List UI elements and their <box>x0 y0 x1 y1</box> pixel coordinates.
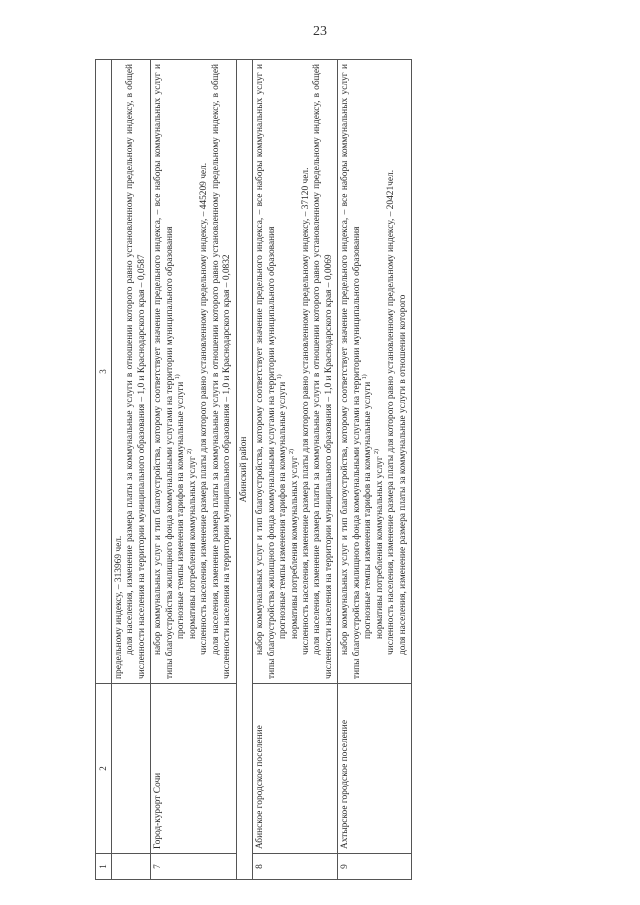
rotated-table-frame <box>95 60 595 880</box>
row-number: 7 <box>151 854 236 880</box>
table-row-continuation <box>111 60 150 880</box>
continuation-text-2: доля населения, изменение размера платы за коммунальные услуги в отношении которого равно установленному предельному индексу, в общей численности населения на территории муниципального образования – 1,0 и Краснодарского края – 0,0587 <box>125 64 147 679</box>
table-row <box>338 60 412 880</box>
table-header-row <box>96 60 112 880</box>
row-number: 8 <box>253 854 338 880</box>
region-name: Абинский район <box>236 60 252 880</box>
municipality-name: Город-курорт Сочи <box>151 684 236 854</box>
row-number: 9 <box>338 854 412 880</box>
row-description: набор коммунальных услуг и тип благоустройства, которому соответствует значение предельного индекса, – все наборы коммунальных услуг и типы благоустройства жилищного фонда коммунальными услугами на территории муниципального образования прогнозные темпы изменения тарифов на коммунальные услуги $^{1)}$ нормативы потребления коммунальных услуг $^{2)}$ численность населения, изменение размера платы для которого равно установленному предельному индексу, – 20421чел. доля населения, изменение размера платы за коммунальные услуги в отношении которого <box>338 60 412 684</box>
municipality-name: Ахтырское городское поселение <box>338 684 412 854</box>
municipality-name: Абинское городское поселение <box>253 684 338 854</box>
document-table <box>95 59 412 880</box>
table-row <box>253 60 338 880</box>
header-col-1: 1 <box>96 854 112 880</box>
page-number: 23 <box>313 24 327 39</box>
header-col-3: 3 <box>96 60 112 684</box>
continuation-text-1: предельному индексу, – 313969 чел. <box>113 535 124 679</box>
row-description: набор коммунальных услуг и тип благоустройства, которому соответствует значение предельного индекса, – все наборы коммунальных услуг и типы благоустройства жилищного фонда коммунальными услугами на территории муниципального образования прогнозные темпы изменения тарифов на коммунальные услуги $^{1)}$ нормативы потребления коммунальных услуг $^{2)}$ численность населения, изменение размера платы для которого равно установленному предельному индексу, – 37120 чел. доля населения, изменение размера платы за коммунальные услуги в отношении которого равно установленному предельному индексу, в общей численности населения на территории муниципального образования – 1,0 и Краснодарского края – 0,0069 <box>253 60 338 684</box>
header-col-2: 2 <box>96 684 112 854</box>
row-description: набор коммунальных услуг и тип благоустройства, которому соответствует значение предельного индекса, – все наборы коммунальных услуг и типы благоустройства жилищного фонда коммунальными услугами на территории муниципального образования прогнозные темпы изменения тарифов на коммунальные услуги $^{1)}$ нормативы потребления коммунальных услуг $^{2)}$ численность населения, изменение размера платы для которого равно установленному предельному индексу, – 445209 чел. доля населения, изменение размера платы за коммунальные услуги в отношении которого равно установленному предельному индексу, в общей численности населения на территории муниципального образования – 1,0 и Краснодарского края – 0,0832 <box>151 60 236 684</box>
region-header-row <box>236 60 252 880</box>
table-row <box>151 60 236 880</box>
